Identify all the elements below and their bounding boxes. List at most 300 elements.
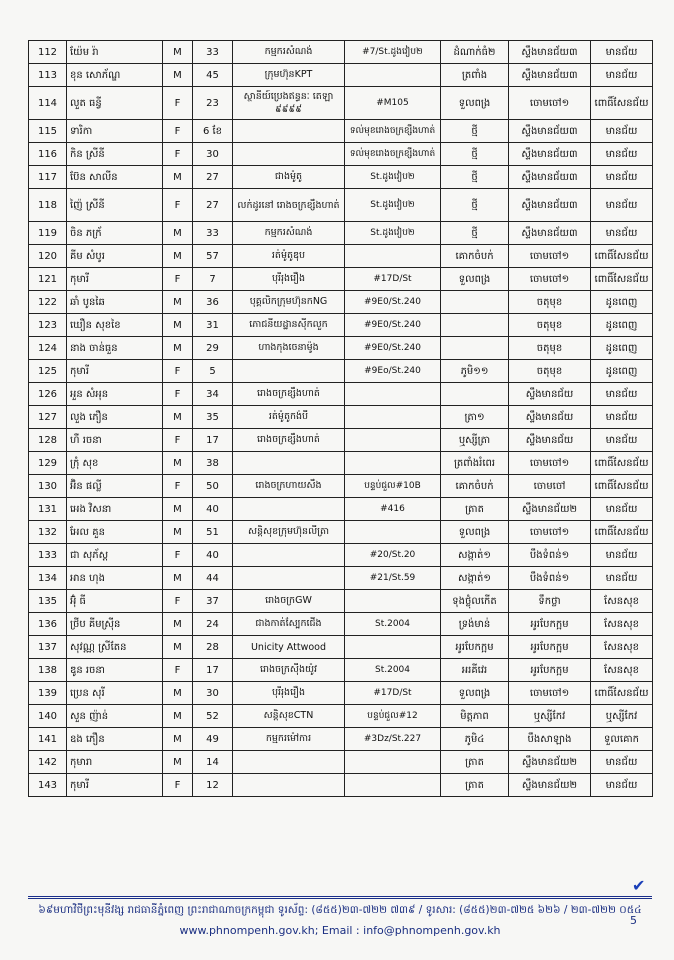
cell-house-street [345,452,441,475]
table-row [29,41,653,64]
cell-name: អ៊ុំ ធី [67,590,163,613]
cell-sex: M [163,613,193,636]
cell-village: ទួលពង្រ [441,268,509,291]
table-row [29,452,653,475]
cell-commune: ស្ទឹងមានជ័យ៣ [509,222,591,245]
cell-name: ប៊ែន សាលីន [67,166,163,189]
cell-workplace [233,360,345,383]
cell-commune: ស្ទឹងមានជ័យ [509,406,591,429]
cell-name: ឃឿន សុខខៃ [67,314,163,337]
cell-village: សង្កាត់១ [441,567,509,590]
cell-house-street: #9E0/St.240 [345,314,441,337]
cell-village: ភូមិ៤ [441,728,509,751]
cell-commune: ចោមចៅ [509,475,591,498]
cell-sex: M [163,521,193,544]
cell-sex: M [163,222,193,245]
cell-house-street: #416 [345,498,441,521]
cell-age: 37 [193,590,233,613]
cell-district: សែនសុខ [591,590,653,613]
cell-name: កុមារី [67,268,163,291]
cell-name: លួង ភឿន [67,406,163,429]
cell-village: ភូមិ១១ [441,360,509,383]
cell-age: 23 [193,87,233,120]
cell-house-street: បន្ទប់ជួល#12 [345,705,441,728]
cell-name: នាង ចាន់ធួន [67,337,163,360]
cell-age: 29 [193,337,233,360]
cell-sex: F [163,659,193,682]
cell-village: ត្រាត [441,774,509,797]
cell-no: 127 [29,406,67,429]
cell-village [441,314,509,337]
cell-sex: M [163,751,193,774]
cell-name: ឆាំ បូនឆៃ [67,291,163,314]
cell-district: មានជ័យ [591,64,653,87]
cell-commune: ចតុមុខ [509,337,591,360]
cell-workplace: ជាងកាត់ស្បែកជើង [233,613,345,636]
cell-age: 30 [193,682,233,705]
cell-district: ដូនពេញ [591,314,653,337]
cell-commune: ចោមចៅ១ [509,452,591,475]
cell-workplace: រត់ម៉ូតូឌុប [233,245,345,268]
cell-age: 7 [193,268,233,291]
cell-workplace [233,120,345,143]
table-row [29,120,653,143]
cell-name: កិន ស្រីនី [67,143,163,166]
cell-village: ទួលពង្រ [441,521,509,544]
table-row [29,728,653,751]
cell-age: 40 [193,544,233,567]
table-row [29,406,653,429]
cell-workplace: កម្មករសំណង់ [233,41,345,64]
cell-name: អាន ហុង [67,567,163,590]
cell-age: 50 [193,475,233,498]
cell-commune: អូរបែកក្អម [509,613,591,636]
cell-sex: F [163,143,193,166]
cell-sex: M [163,314,193,337]
cell-house-street: St.ដូងវៀប២ [345,222,441,245]
cell-no: 125 [29,360,67,383]
cell-sex: M [163,291,193,314]
table-row [29,613,653,636]
cell-village [441,337,509,360]
cell-name: អួន សំអុន [67,383,163,406]
cell-age: 12 [193,774,233,797]
cell-commune: ស្ទឹងមានជ័យ២ [509,751,591,774]
cell-name: លួត ធន្វី [67,87,163,120]
cell-house-street [345,245,441,268]
cell-workplace: រត់ម៉ូតូកង់បី [233,406,345,429]
cell-house-street: #9Eo/St.240 [345,360,441,383]
cell-district: មានជ័យ [591,406,653,429]
cell-village: គោកចំបក់ [441,475,509,498]
table-row [29,314,653,337]
cell-village: គោកចំបក់ [441,245,509,268]
cell-workplace: Unicity Attwood [233,636,345,659]
cell-village: សង្កាត់១ [441,544,509,567]
cell-district: ពោធិ៍សែនជ័យ [591,452,653,475]
cell-sex: F [163,383,193,406]
cell-commune: បឹងសាឡាង [509,728,591,751]
cell-house-street [345,521,441,544]
cell-commune: ចតុមុខ [509,291,591,314]
table-row [29,166,653,189]
cell-name: ទារិកា [67,120,163,143]
cell-no: 126 [29,383,67,406]
cell-village: ត្រពាំងរំពេរ [441,452,509,475]
cell-village: ថ្មី [441,143,509,166]
cell-house-street [345,590,441,613]
cell-district: ដូនពេញ [591,337,653,360]
cell-age: 40 [193,498,233,521]
cell-sex: F [163,774,193,797]
cell-district: សែនសុខ [591,613,653,636]
case-table-body [29,41,653,797]
cell-commune: ស្ទឹងមានជ័យ [509,429,591,452]
cell-no: 122 [29,291,67,314]
cell-village: អូរបែកក្អម [441,636,509,659]
cell-house-street [345,64,441,87]
cell-district: មានជ័យ [591,429,653,452]
cell-commune: ស្ទឹងមានជ័យ៣ [509,64,591,87]
cell-village: ទុងថ្លុំលកើត [441,590,509,613]
table-row [29,87,653,120]
cell-name: ខុន សោភ័ណ្ឌ [67,64,163,87]
cell-commune: ទឹកថ្លា [509,590,591,613]
table-row [29,222,653,245]
cell-workplace: សន្តិសុខCTN [233,705,345,728]
cell-no: 117 [29,166,67,189]
cell-no: 136 [29,613,67,636]
cell-age: 28 [193,636,233,659]
cell-district: មានជ័យ [591,143,653,166]
cell-workplace: ហាងកុងចេនាម៉ូង [233,337,345,360]
table-row [29,360,653,383]
cell-district: ឬស្សីកែវ [591,705,653,728]
cell-sex: M [163,452,193,475]
cell-workplace: រោងចក្រខ្សឹងហាត់ [233,429,345,452]
cell-name: ហឺ រចនា [67,429,163,452]
cell-village: មិត្តភាព [441,705,509,728]
cell-workplace [233,751,345,774]
cell-no: 121 [29,268,67,291]
cell-commune: អូរបែកក្អម [509,659,591,682]
cell-no: 114 [29,87,67,120]
cell-village [441,291,509,314]
cell-commune: បឹងទំពន់១ [509,567,591,590]
cell-commune: ស្ទឹងមានជ័យ៣ [509,143,591,166]
cell-no: 116 [29,143,67,166]
cell-house-street: St.2004 [345,659,441,682]
cell-commune: បឹងទំពន់១ [509,544,591,567]
cell-commune: ស្ទឹងមានជ័យ៣ [509,166,591,189]
cell-sex: M [163,406,193,429]
table-row [29,429,653,452]
cell-house-street: #M105 [345,87,441,120]
cell-age: 36 [193,291,233,314]
cell-workplace: ជាងម៉ូតូ [233,166,345,189]
cell-house-street: #9E0/St.240 [345,291,441,314]
cell-name: កុមារី [67,360,163,383]
cell-name: អែល គួន [67,521,163,544]
cell-commune: ចតុមុខ [509,314,591,337]
cell-workplace [233,498,345,521]
cell-sex: M [163,245,193,268]
table-row [29,682,653,705]
cell-house-street [345,774,441,797]
cell-no: 134 [29,567,67,590]
table-row [29,245,653,268]
cell-name: ចិន ភក្រ័ [67,222,163,245]
cell-district: ពោធិ៍សែនជ័យ [591,521,653,544]
cell-age: 17 [193,429,233,452]
cell-name: គីម សំបូរ [67,245,163,268]
cell-village: អរគីវេរ [441,659,509,682]
cell-house-street: #17D/St [345,268,441,291]
cell-no: 142 [29,751,67,774]
cell-district: ដូនពេញ [591,291,653,314]
cell-age: 33 [193,41,233,64]
cell-village: ត្រាត [441,751,509,774]
cell-sex: M [163,705,193,728]
cell-house-street: St.ដូងវៀប២ [345,189,441,222]
cell-age: 52 [193,705,233,728]
cell-age: 49 [193,728,233,751]
case-list-sheet [28,40,648,797]
cell-workplace: រោងចក្រស៊ីងយ៉ូវ [233,659,345,682]
table-row [29,636,653,659]
cell-district: ពោធិ៍សែនជ័យ [591,87,653,120]
cell-commune: ស្ទឹងមានជ័យ៣ [509,41,591,64]
cell-no: 115 [29,120,67,143]
cell-workplace: បុរីរុងរឿង [233,682,345,705]
cell-name: អ៊ិន ផល្លី [67,475,163,498]
cell-district: មានជ័យ [591,567,653,590]
cell-name: ប្រេន សុរី [67,682,163,705]
cell-sex: M [163,166,193,189]
cell-district: សែនសុខ [591,659,653,682]
cell-workplace: លក់ដូរនៅ រោងចក្រខ្សឹងហាត់ [233,189,345,222]
cell-village: ទួលពង្រ [441,87,509,120]
cell-sex: F [163,360,193,383]
cell-age: 17 [193,659,233,682]
cell-sex: M [163,567,193,590]
cell-district: មានជ័យ [591,751,653,774]
cell-sex: M [163,636,193,659]
cell-age: 24 [193,613,233,636]
cell-village: ទួលពង្រ [441,682,509,705]
cell-village: ថ្មី [441,120,509,143]
cell-sex: F [163,87,193,120]
cell-district: មានជ័យ [591,222,653,245]
cell-age: 34 [193,383,233,406]
cell-name: សុវណ្ណ ស្រីតែន [67,636,163,659]
cell-no: 124 [29,337,67,360]
cell-district: មានជ័យ [591,774,653,797]
table-row [29,475,653,498]
cell-village: ដំណាក់ធំ២ [441,41,509,64]
table-row [29,64,653,87]
cell-no: 113 [29,64,67,87]
cell-no: 135 [29,590,67,613]
table-row [29,189,653,222]
cell-commune: ស្ទឹងមានជ័យ២ [509,498,591,521]
cell-no: 130 [29,475,67,498]
cell-workplace [233,774,345,797]
cell-workplace [233,544,345,567]
table-row [29,383,653,406]
cell-commune: ស្ទឹងមានជ័យ៣ [509,120,591,143]
cell-sex: F [163,475,193,498]
cell-no: 132 [29,521,67,544]
cell-commune: ចោមចៅ១ [509,521,591,544]
cell-no: 143 [29,774,67,797]
cell-district: មានជ័យ [591,544,653,567]
cell-age: 5 [193,360,233,383]
table-row [29,659,653,682]
case-table [28,40,653,797]
cell-name: អេង វិសនា [67,498,163,521]
cell-sex: M [163,682,193,705]
cell-no: 141 [29,728,67,751]
cell-district: ពោធិ៍សែនជ័យ [591,475,653,498]
cell-workplace: ភោជនីយដ្ឋានសុីកលួក [233,314,345,337]
cell-workplace: បុរីរុងរឿង [233,268,345,291]
cell-name: យ៉ែម រ៉ា [67,41,163,64]
cell-workplace: កម្មករម៉ៅការ [233,728,345,751]
cell-sex: M [163,728,193,751]
footer-address: ៦៩មហាវិថីព្រះមុនីវង្ស រាជធានីភ្នំពេញ ព្រះរាជាណាចក្រកម្ពុជា ទូរស័ព្ទ: (៨៥៥)២៣-៧២២ ៧៣៩ / ទូរសារ: (៨៥៥)២៣-៧២៥ ៦២៦ / ២៣-៧២២ ០៥៤ [38,904,642,916]
cell-sex: F [163,189,193,222]
table-row [29,268,653,291]
cell-house-street: St.ដូងវៀប២ [345,166,441,189]
table-row [29,291,653,314]
cell-house-street: St.2004 [345,613,441,636]
cell-name: កុមារី [67,774,163,797]
table-row [29,498,653,521]
cell-house-street: #9E0/St.240 [345,337,441,360]
cell-commune: អូរបែកក្អម [509,636,591,659]
cell-workplace: សន្តិសុខក្រុមហ៊ុនលីត្រា [233,521,345,544]
cell-district: ពោធិ៍សែនជ័យ [591,268,653,291]
cell-age: 35 [193,406,233,429]
cell-commune: ឬស្សីកែវ [509,705,591,728]
cell-sex: M [163,498,193,521]
cell-workplace [233,143,345,166]
table-row [29,143,653,166]
cell-age: 31 [193,314,233,337]
cell-commune: ចោមចៅ១ [509,268,591,291]
cell-age: 27 [193,166,233,189]
cell-workplace: ក្រុមហ៊ុនKPT [233,64,345,87]
cell-name: ថ្រីប គីមស្រ៊ីន [67,613,163,636]
footer-divider [28,896,652,899]
page-number: 5 [630,914,637,927]
cell-age: 57 [193,245,233,268]
table-row [29,774,653,797]
cell-no: 139 [29,682,67,705]
cell-workplace: ស្ថានីយ៍ប្រេងឥន្ធនៈ តេឡា ៩៩៩៩ [233,87,345,120]
cell-workplace: កម្មករសំណង់ [233,222,345,245]
check-mark-icon: ✔ [632,876,646,895]
cell-name: សួន ញ៉ាន់ [67,705,163,728]
cell-age: 38 [193,452,233,475]
cell-district: មានជ័យ [591,189,653,222]
cell-workplace: រោងចក្រខ្សឹងហាត់ [233,383,345,406]
cell-age: 30 [193,143,233,166]
table-row [29,567,653,590]
cell-district: មានជ័យ [591,383,653,406]
cell-district: ទួលគោក [591,728,653,751]
cell-district: ពោធិ៍សែនជ័យ [591,245,653,268]
cell-no: 133 [29,544,67,567]
table-row [29,590,653,613]
cell-district: ពោធិ៍សែនជ័យ [591,682,653,705]
cell-commune: ស្ទឹងមានជ័យ៣ [509,189,591,222]
cell-name: ជា សុភ័ស្ត [67,544,163,567]
cell-workplace: រោងចក្រGW [233,590,345,613]
cell-commune: ចតុមុខ [509,360,591,383]
cell-workplace: រោងចក្រហាយសឹង [233,475,345,498]
cell-village: ត្រា១ [441,406,509,429]
cell-workplace [233,567,345,590]
cell-house-street [345,751,441,774]
cell-sex: F [163,590,193,613]
cell-house-street [345,383,441,406]
cell-no: 138 [29,659,67,682]
cell-sex: F [163,429,193,452]
table-row [29,751,653,774]
cell-district: មានជ័យ [591,166,653,189]
cell-sex: F [163,268,193,291]
table-row [29,521,653,544]
cell-house-street: #21/St.59 [345,567,441,590]
cell-village: ថ្មី [441,222,509,245]
cell-no: 119 [29,222,67,245]
cell-village: ទ្រង់មាន់ [441,613,509,636]
table-row [29,337,653,360]
cell-house-street: #7/St.ដូងវៀប២ [345,41,441,64]
cell-age: 51 [193,521,233,544]
cell-commune: ចោមចៅ១ [509,682,591,705]
cell-district: មានជ័យ [591,498,653,521]
cell-age: 6 ខែ [193,120,233,143]
cell-age: 45 [193,64,233,87]
cell-village: ថ្មី [441,166,509,189]
cell-house-street [345,406,441,429]
cell-sex: F [163,544,193,567]
cell-house-street: #20/St.20 [345,544,441,567]
cell-no: 131 [29,498,67,521]
table-row [29,705,653,728]
cell-sex: M [163,64,193,87]
cell-age: 27 [193,189,233,222]
cell-house-street: បន្ទប់ជួល#10B [345,475,441,498]
cell-district: ដូនពេញ [591,360,653,383]
cell-house-street: ទល់មុខរោងចក្រខ្សឹងហាត់ [345,143,441,166]
cell-village [441,383,509,406]
cell-no: 123 [29,314,67,337]
cell-name: ញ៉ៃ ស្រីនី [67,189,163,222]
cell-district: មានជ័យ [591,41,653,64]
footer-contact: www.phnompenh.gov.kh; Email : info@phnompenh.gov.kh [179,924,501,937]
cell-no: 120 [29,245,67,268]
cell-commune: ចោមចៅ១ [509,87,591,120]
cell-name: ឌូន រចនា [67,659,163,682]
cell-village: ត្រពាំង [441,64,509,87]
cell-sex: M [163,41,193,64]
cell-commune: ស្ទឹងមានជ័យ [509,383,591,406]
cell-village: ឬស្សីត្រា [441,429,509,452]
